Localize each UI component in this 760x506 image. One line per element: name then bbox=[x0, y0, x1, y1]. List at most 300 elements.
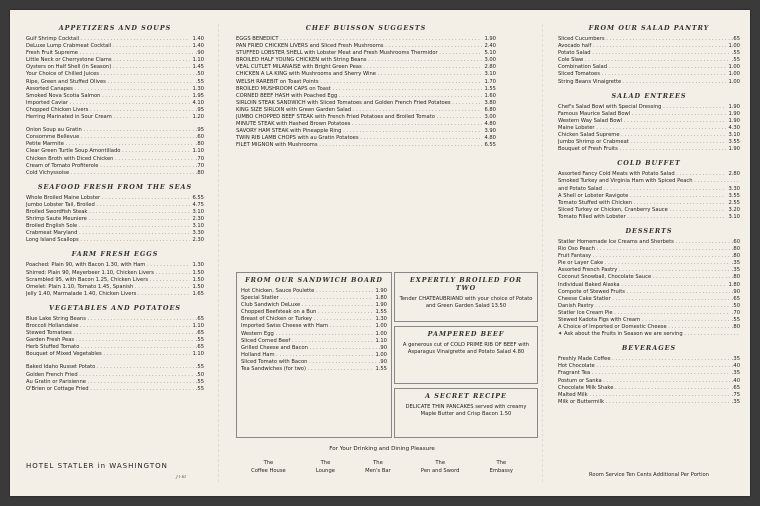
item-name: STUFFED LOBSTER SHELL with Lobster Meat and Fresh Mushrooms Thermidor . . . bbox=[236, 50, 482, 57]
item-name: Hot Chocolate . . . bbox=[558, 363, 730, 370]
item-price: .65 bbox=[731, 36, 740, 42]
section-heading: SEAFOOD FRESH FROM THE SEAS bbox=[37, 182, 193, 191]
item-name: Bouquet of Mixed Vegetables . . . bbox=[26, 351, 190, 358]
item-name: Chopped Chicken Livers . . . bbox=[26, 107, 194, 114]
menu-item bbox=[558, 324, 740, 331]
item-name: Clear Green Turtle Soup Amontillado . . . bbox=[26, 148, 190, 155]
menu-item bbox=[26, 93, 204, 100]
item-name: and Potato Salad . . . bbox=[558, 186, 726, 193]
item-name: Little Neck or Cherrystone Clams . . . bbox=[26, 57, 190, 64]
item-price: 3.55 bbox=[728, 139, 740, 146]
item-name: Broiled English Sole . . . bbox=[26, 223, 190, 230]
recipe-desc: DELICATE THIN PANCAKES served with creamy Maple Butter and Crisp Bacon 1.50 bbox=[405, 404, 527, 417]
menu-item bbox=[558, 356, 740, 363]
center-column bbox=[236, 24, 496, 150]
menu-item bbox=[26, 386, 204, 393]
item-price: 1.80 bbox=[728, 281, 740, 288]
item-price: .50 bbox=[731, 302, 740, 309]
menu-item bbox=[558, 378, 740, 385]
menu-item bbox=[26, 36, 204, 43]
item-name: Statler Homemade Ice Creams and Sherbets . . . bbox=[558, 239, 730, 246]
item-price: .70 bbox=[195, 162, 204, 169]
item-price: .80 bbox=[195, 141, 204, 148]
item-price: .50 bbox=[195, 71, 204, 78]
menu-item bbox=[26, 43, 204, 50]
venue-name: Embassy bbox=[489, 468, 513, 474]
fold-line bbox=[218, 24, 219, 482]
item-name: Coconut Snowball, Chocolate Sauce . . . bbox=[558, 274, 730, 281]
item-price: .95 bbox=[195, 106, 204, 113]
item-name: Cheese Cake Statler . . . bbox=[558, 296, 730, 303]
menu-item bbox=[26, 277, 204, 284]
menu-item bbox=[26, 202, 204, 209]
venue-name: Lounge bbox=[315, 468, 335, 474]
item-name: Pie or Layer Cake . . . bbox=[558, 260, 730, 267]
item-price: 1.00 bbox=[375, 330, 387, 337]
item-price: .65 bbox=[195, 330, 204, 337]
menu-item bbox=[26, 156, 204, 163]
item-price: .65 bbox=[731, 384, 740, 391]
item-name: Stewed Tomatoes . . . bbox=[26, 330, 194, 337]
menu-item bbox=[241, 338, 387, 345]
sandwich-list bbox=[241, 288, 387, 373]
item-price: 1.90 bbox=[728, 110, 740, 117]
menu-item bbox=[241, 323, 387, 330]
item-name: O'Brien or Cottage Fried . . . bbox=[26, 386, 194, 393]
item-price: 1.30 bbox=[192, 85, 204, 92]
item-name: Sliced Tomato with Bacon . . . bbox=[241, 359, 377, 366]
item-price: .80 bbox=[731, 253, 740, 260]
menu-item bbox=[26, 237, 204, 244]
item-price: .35 bbox=[731, 267, 740, 274]
item-price: .35 bbox=[731, 370, 740, 377]
broiled-desc: Tender CHATEAUBRIAND with your choice of Potato and Green Garden Salad 13.50 bbox=[399, 296, 533, 309]
item-price: .55 bbox=[731, 50, 740, 57]
section-list bbox=[26, 262, 204, 297]
menu-item bbox=[26, 170, 204, 177]
item-price: 3.90 bbox=[484, 128, 496, 135]
item-name: BROILED HALF YOUNG CHICKEN with String Beans . . . bbox=[236, 57, 482, 64]
menu-item bbox=[558, 132, 740, 139]
menu-item bbox=[26, 163, 204, 170]
item-name: SAVORY HAM STEAK with Pineapple Ring . . . bbox=[236, 128, 482, 135]
item-price: 1.10 bbox=[375, 337, 387, 344]
menu-item bbox=[26, 114, 204, 121]
menu-item bbox=[558, 370, 740, 377]
item-price: .75 bbox=[731, 391, 740, 398]
print-code: J-l-Rl bbox=[176, 474, 186, 479]
item-price: 2.80 bbox=[484, 64, 496, 71]
item-price: 1.00 bbox=[728, 71, 740, 78]
item-price: .40 bbox=[731, 363, 740, 370]
menu-item bbox=[558, 50, 740, 57]
item-name: Maine Lobster . . . bbox=[558, 125, 726, 132]
item-name: Imported Caviar . . . bbox=[26, 100, 190, 107]
item-price: 4.75 bbox=[192, 201, 204, 208]
dining-pleasure-line: For Your Drinking and Dining Pleasure bbox=[329, 446, 435, 452]
menu-item bbox=[26, 364, 204, 371]
left-column bbox=[26, 24, 204, 393]
menu-item bbox=[236, 107, 496, 114]
menu-item bbox=[26, 372, 204, 379]
item-price: .70 bbox=[731, 309, 740, 316]
item-name: Chocolate Milk Shake . . . bbox=[558, 385, 730, 392]
item-price: 6.80 bbox=[484, 106, 496, 113]
item-price: .40 bbox=[731, 377, 740, 384]
item-price: 1.10 bbox=[192, 323, 204, 329]
item-price: 1.45 bbox=[192, 64, 204, 71]
menu-item bbox=[26, 100, 204, 107]
menu-item bbox=[236, 142, 496, 149]
item-price: 1.00 bbox=[728, 78, 740, 85]
menu-item bbox=[26, 351, 204, 358]
secret-recipe-box bbox=[394, 388, 538, 438]
item-name: TWIN RIB LAMB CHOPS with au Gratin Potatoes . . . bbox=[236, 135, 482, 142]
venue-item bbox=[421, 459, 460, 475]
item-price: 3.10 bbox=[728, 132, 740, 139]
menu-item bbox=[558, 118, 740, 125]
menu-item bbox=[26, 330, 204, 337]
menu-item bbox=[241, 302, 387, 309]
item-name: Hot Chicken, Sauce Poulette . . . bbox=[241, 288, 373, 295]
section-heading: BEVERAGES bbox=[621, 344, 677, 353]
item-name: SIRLOIN STEAK SANDWICH with Sliced Tomatoes and Golden French Fried Potatoes . . . bbox=[236, 100, 482, 107]
item-name: Milk or Buttermilk . . . bbox=[558, 399, 730, 406]
menu-item bbox=[558, 171, 740, 178]
item-name: CORNED BEEF HASH with Poached Egg . . . bbox=[236, 93, 482, 100]
item-price: 3.10 bbox=[192, 223, 204, 230]
menu-item bbox=[236, 114, 496, 121]
menu-item bbox=[26, 323, 204, 330]
item-price: 1.00 bbox=[375, 351, 387, 358]
item-price: 1.55 bbox=[484, 85, 496, 92]
venue-article: The bbox=[435, 460, 446, 466]
beef-price: 4.80 bbox=[512, 349, 525, 355]
menu-item bbox=[558, 267, 740, 274]
item-name: Long Island Scallops . . . bbox=[26, 237, 190, 244]
section-list bbox=[558, 239, 740, 338]
menu-item bbox=[241, 331, 387, 338]
item-name: Fruit Fantasy . . . bbox=[558, 253, 730, 260]
menu-item bbox=[26, 50, 204, 57]
item-name: Cold Vichyssoise . . . bbox=[26, 170, 194, 177]
menu-item bbox=[558, 239, 740, 246]
item-price: .70 bbox=[195, 155, 204, 162]
item-price: .55 bbox=[731, 57, 740, 64]
venue-list bbox=[236, 459, 528, 475]
item-name: Shirred: Plain 90, Meyerbeer 1.10, Chicken Livers . . . bbox=[26, 270, 190, 277]
menu-item bbox=[236, 50, 496, 57]
item-price: 1.90 bbox=[728, 146, 740, 153]
item-price: .55 bbox=[195, 337, 204, 344]
menu-item bbox=[26, 127, 204, 134]
item-price: .95 bbox=[195, 127, 204, 134]
menu-item bbox=[241, 316, 387, 323]
chef-suggests-heading: CHEF BUISSON SUGGESTS bbox=[305, 24, 427, 32]
item-price: .55 bbox=[195, 364, 204, 371]
menu-item bbox=[558, 253, 740, 260]
item-name: Fresh Fruit Supreme . . . bbox=[26, 50, 194, 57]
item-name: Golden French Fried . . . bbox=[26, 372, 194, 379]
menu-item bbox=[236, 57, 496, 64]
item-name: Smoked Turkey and Virginia Ham with Spiced Peach . . . bbox=[558, 178, 740, 185]
section-list bbox=[26, 195, 204, 245]
item-name: Scrambled 95, with Bacon 1.25, Chicken Livers . . . bbox=[26, 277, 190, 284]
item-name: Tomato Stuffed with Chicken . . . bbox=[558, 200, 726, 207]
item-price: .65 bbox=[731, 295, 740, 302]
item-price: 3.00 bbox=[484, 57, 496, 64]
menu-item bbox=[558, 282, 740, 289]
venue-article: The bbox=[496, 460, 507, 466]
menu-item bbox=[558, 296, 740, 303]
item-price: .90 bbox=[378, 344, 387, 351]
item-name: Postum or Sanka . . . bbox=[558, 378, 730, 385]
menu-item bbox=[26, 86, 204, 93]
menu-item bbox=[236, 128, 496, 135]
menu-item bbox=[558, 392, 740, 399]
item-name: Famous Maurice Salad Bowl . . . bbox=[558, 111, 726, 118]
item-name: Blue Lake String Beans . . . bbox=[26, 316, 194, 323]
item-name: Ripe, Green and Stuffed Olives . . . bbox=[26, 79, 194, 86]
menu-item bbox=[558, 214, 740, 221]
menu-item bbox=[558, 36, 740, 43]
venue-item bbox=[490, 459, 513, 475]
item-name: Malted Milk . . . bbox=[558, 392, 730, 399]
item-name: Jumbo Shrimp or Crabmeat . . . bbox=[558, 139, 726, 146]
menu-item bbox=[236, 135, 496, 142]
item-price: 3.20 bbox=[728, 206, 740, 213]
item-price: 1.90 bbox=[375, 302, 387, 309]
item-price: 1.65 bbox=[192, 290, 204, 297]
venue-item bbox=[251, 459, 286, 475]
item-price: .55 bbox=[195, 385, 204, 392]
sandwich-heading: FROM OUR SANDWICH BOARD bbox=[245, 276, 383, 284]
item-name: Cole Slaw . . . bbox=[558, 57, 730, 64]
menu-sheet bbox=[10, 10, 750, 496]
item-name: Fragrant Tea . . . bbox=[558, 370, 730, 377]
item-price: .90 bbox=[378, 358, 387, 365]
menu-item bbox=[558, 207, 740, 214]
item-name: Omelet: Plain 1.10, Tomato 1.45, Spanish . . . bbox=[26, 284, 190, 291]
item-name: Holland Ham . . . bbox=[241, 352, 373, 359]
item-price: .80 bbox=[195, 169, 204, 176]
item-price: 2.55 bbox=[728, 199, 740, 206]
section-list bbox=[558, 171, 740, 221]
item-name: Whole Broiled Maine Lobster . . . bbox=[26, 195, 190, 202]
menu-item bbox=[26, 148, 204, 155]
menu-item bbox=[558, 289, 740, 296]
menu-item bbox=[236, 71, 496, 78]
item-price: 1.10 bbox=[192, 57, 204, 64]
item-name: Jelly 1.40, Marmalade 1.40, Chicken Livers . . . bbox=[26, 291, 190, 298]
beef-desc: A generous cut of COLD PRIME RIB OF BEEF with Asparagus Vinaigrette and Potato Salad 4.80 bbox=[402, 342, 530, 355]
item-price: 1.90 bbox=[728, 103, 740, 110]
item-price: 1.50 bbox=[192, 276, 204, 283]
menu-item bbox=[558, 246, 740, 253]
item-name: Broiled Swordfish Steak . . . bbox=[26, 209, 190, 216]
menu-item bbox=[241, 345, 387, 352]
right-column bbox=[558, 24, 740, 406]
item-price: 3.10 bbox=[484, 71, 496, 78]
item-name: Herb Stuffed Tomato . . . bbox=[26, 344, 194, 351]
item-price: 3.30 bbox=[192, 230, 204, 237]
menu-item bbox=[236, 36, 496, 43]
item-price: 3.10 bbox=[192, 208, 204, 215]
item-name: Broccoli Hollandaise . . . bbox=[26, 323, 190, 330]
item-price: .55 bbox=[195, 378, 204, 385]
menu-item bbox=[26, 284, 204, 291]
item-price: 1.50 bbox=[192, 283, 204, 290]
section-heading: FROM OUR SALAD PANTRY bbox=[588, 24, 710, 32]
menu-item bbox=[558, 331, 740, 338]
item-price: 1.10 bbox=[192, 351, 204, 358]
item-price: 3.00 bbox=[484, 114, 496, 121]
menu-item bbox=[558, 260, 740, 267]
item-name: Assorted Fancy Cold Meats with Potato Salad . . . bbox=[558, 171, 726, 178]
item-name: A Shell or Lobster Ravigote . . . bbox=[558, 193, 726, 200]
item-name: Tomato Filled with Lobster . . . bbox=[558, 214, 726, 221]
fold-line bbox=[542, 24, 543, 482]
menu-item bbox=[26, 107, 204, 114]
item-name: Au Gratin or Parisienne . . . bbox=[26, 379, 194, 386]
section-heading: FARM FRESH EGGS bbox=[71, 250, 159, 259]
item-name: EGGS BENEDICT . . . bbox=[236, 36, 482, 43]
item-name: Crabmeat Maryland . . . bbox=[26, 230, 190, 237]
item-price: 1.30 bbox=[375, 316, 387, 323]
menu-item bbox=[558, 71, 740, 78]
section-list bbox=[558, 36, 740, 86]
menu-item bbox=[241, 288, 387, 295]
item-name: Rio Oso Peach . . . bbox=[558, 246, 730, 253]
item-name: Chicken Salad Supreme . . . bbox=[558, 132, 726, 139]
item-price: 1.90 bbox=[728, 117, 740, 124]
menu-item bbox=[26, 64, 204, 71]
item-name: Combination Salad . . . bbox=[558, 64, 726, 71]
menu-item bbox=[236, 43, 496, 50]
item-price: 3.55 bbox=[728, 192, 740, 199]
item-name: PAN FRIED CHICKEN LIVERS and Sliced Fresh Mushrooms . . . bbox=[236, 43, 482, 50]
item-price: 4.80 bbox=[484, 121, 496, 128]
menu-item bbox=[236, 100, 496, 107]
item-name: Sliced Tomatoes . . . bbox=[558, 71, 726, 78]
menu-item bbox=[26, 141, 204, 148]
item-price: 1.70 bbox=[484, 78, 496, 85]
item-name: KING SIZE SIRLOIN with Green Garden Salad . . . bbox=[236, 107, 482, 114]
item-name: Tea Sandwiches (for two) . . . bbox=[241, 366, 373, 373]
menu-item bbox=[26, 216, 204, 223]
item-price: .80 bbox=[731, 274, 740, 281]
item-price: 4.80 bbox=[484, 135, 496, 142]
item-name: Oysters on Half Shell (in Season) . . . bbox=[26, 64, 190, 71]
item-name: FILET MIGNON with Mushrooms . . . bbox=[236, 142, 482, 149]
item-name: Gulf Shrimp Cocktail . . . bbox=[26, 36, 190, 43]
menu-item bbox=[558, 146, 740, 153]
item-price: 1.30 bbox=[192, 262, 204, 269]
menu-item bbox=[558, 385, 740, 392]
item-name: Chef's Salad Bowl with Special Dressing . . . bbox=[558, 104, 726, 111]
item-price: 1.40 bbox=[192, 43, 204, 50]
item-price: 1.00 bbox=[728, 64, 740, 71]
item-name: Breast of Chicken or Turkey . . . bbox=[241, 316, 373, 323]
venue-name: Men's Bar bbox=[365, 468, 391, 474]
menu-item bbox=[241, 359, 387, 366]
item-name: Sliced Turkey or Chicken, Cranberry Sauce . . . bbox=[558, 207, 726, 214]
item-name: Consomme Bellevue . . . bbox=[26, 134, 194, 141]
menu-item bbox=[558, 43, 740, 50]
item-name: Danish Pastry . . . bbox=[558, 303, 730, 310]
menu-item bbox=[26, 71, 204, 78]
menu-item bbox=[26, 57, 204, 64]
item-price: 1.50 bbox=[192, 269, 204, 276]
item-price: 1.90 bbox=[484, 36, 496, 42]
recipe-heading: A SECRET RECIPE bbox=[425, 392, 507, 400]
menu-item bbox=[558, 193, 740, 200]
item-price: .65 bbox=[195, 344, 204, 351]
item-name: Chicken Broth with Diced Chicken . . . bbox=[26, 156, 194, 163]
menu-item bbox=[558, 310, 740, 317]
section-list bbox=[558, 104, 740, 154]
venue-article: The bbox=[320, 460, 331, 466]
item-price: 5.10 bbox=[484, 50, 496, 57]
menu-item bbox=[26, 209, 204, 216]
item-name: Western Way Salad Bowl . . . bbox=[558, 118, 726, 125]
item-price: 1.90 bbox=[375, 288, 387, 294]
section-list bbox=[558, 356, 740, 406]
menu-item bbox=[241, 366, 387, 373]
item-name: Smoked Nova Scotia Salmon . . . bbox=[26, 93, 190, 100]
item-price: 3.80 bbox=[484, 99, 496, 106]
item-price: .55 bbox=[195, 78, 204, 85]
menu-item bbox=[241, 352, 387, 359]
room-service-note: Room Service Ten Cents Additional Per Portion bbox=[589, 472, 709, 478]
item-name: Freshly Made Coffee . . . bbox=[558, 356, 730, 363]
menu-item bbox=[558, 64, 740, 71]
menu-item bbox=[558, 79, 740, 86]
item-price: 1.10 bbox=[192, 148, 204, 155]
item-name: Herring Marinated in Sour Cream . . . bbox=[26, 114, 190, 121]
item-price: 1.60 bbox=[484, 92, 496, 99]
item-name: Sliced Corned Beef . . . bbox=[241, 338, 373, 345]
menu-item bbox=[26, 379, 204, 386]
menu-item bbox=[558, 274, 740, 281]
item-price: 4.10 bbox=[192, 99, 204, 106]
venue-article: The bbox=[373, 460, 383, 466]
item-name: Sliced Cucumbers . . . bbox=[558, 36, 730, 43]
section-heading: APPETIZERS AND SOUPS bbox=[58, 24, 172, 32]
pampered-beef-box bbox=[394, 326, 538, 384]
item-price: 1.55 bbox=[375, 309, 387, 316]
item-price: 1.55 bbox=[375, 366, 387, 373]
menu-item bbox=[236, 64, 496, 71]
item-price: .35 bbox=[731, 356, 740, 363]
menu-item bbox=[558, 363, 740, 370]
item-name: Special Statler . . . bbox=[241, 295, 373, 302]
item-name: ✦ Ask about the Fruits in Season we are serving . . . bbox=[558, 331, 740, 338]
menu-item bbox=[558, 186, 740, 193]
menu-item bbox=[26, 195, 204, 202]
item-name: Stewed Kadota Figs with Cream . . . bbox=[558, 317, 730, 324]
item-name: DeLuxe Lump Crabmeat Cocktail . . . bbox=[26, 43, 190, 50]
section-heading: COLD BUFFET bbox=[617, 159, 681, 168]
item-name: Grilled Cheese and Bacon . . . bbox=[241, 345, 377, 352]
item-name: Garden Fresh Peas . . . bbox=[26, 337, 194, 344]
chef-suggests-list bbox=[236, 36, 496, 150]
section-list bbox=[26, 316, 204, 393]
item-price: 6.55 bbox=[192, 194, 204, 201]
menu-item bbox=[236, 121, 496, 128]
item-price: 2.30 bbox=[192, 216, 204, 223]
item-price: 1.00 bbox=[728, 43, 740, 50]
